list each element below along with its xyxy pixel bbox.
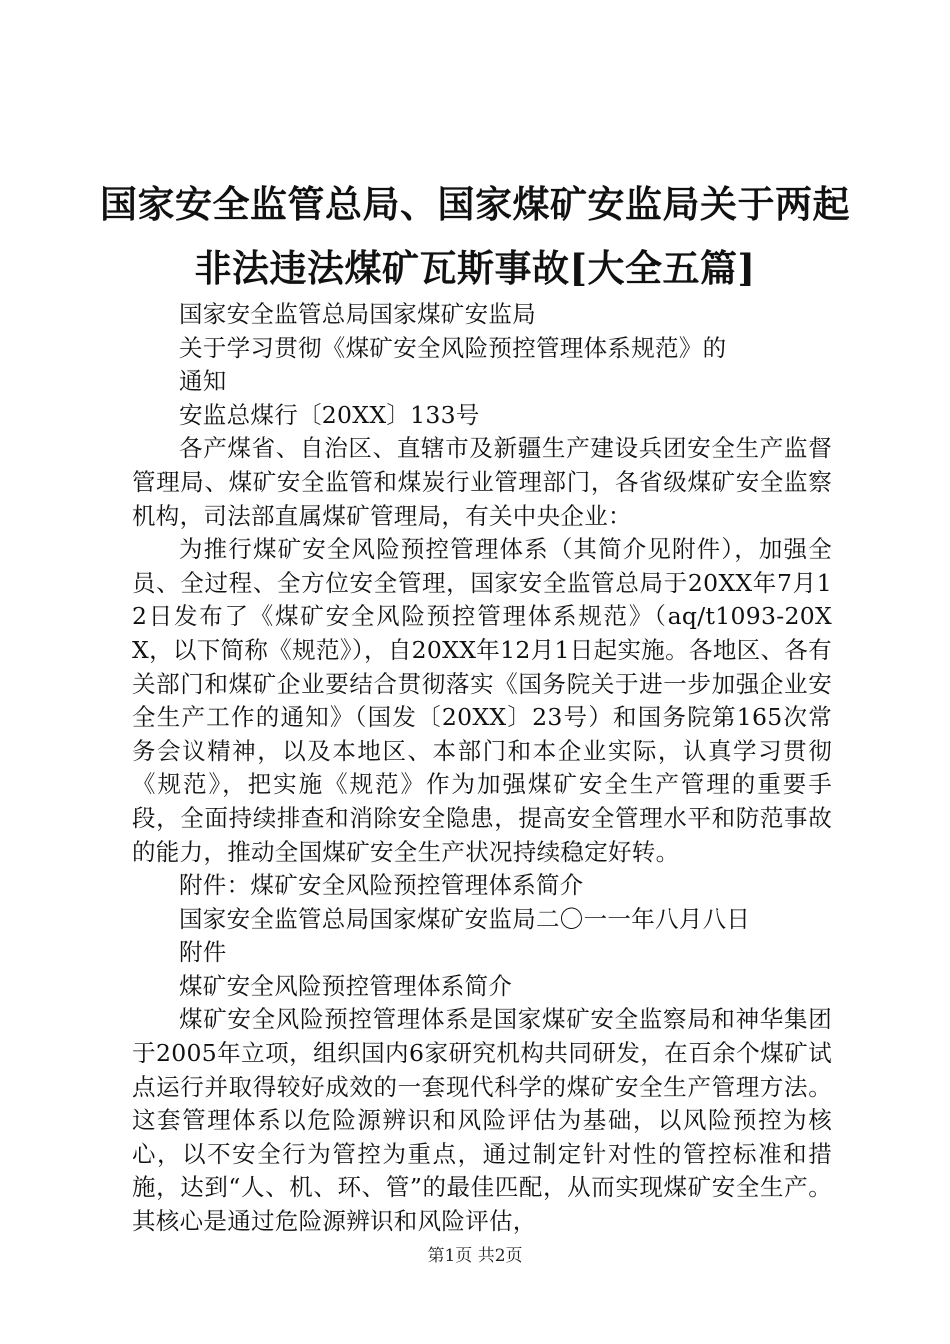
page-footer: 第1页 共2页 [427,1246,523,1266]
signature-date-line: 国家安全监管总局国家煤矿安监局二〇一一年八月八日 [179,904,751,933]
issuer-line: 国家安全监管总局国家煤矿安监局 [179,300,536,328]
attachment-line: 附件：煤矿安全风险预控管理体系简介 [179,871,584,900]
notice-label: 通知 [179,367,227,396]
main-paragraph: 为推行煤矿安全风险预控管理体系（其简介见附件），加强全员、全过程、全方位安全管理，国家安全监管总局于20XX年7月12日发布了《煤矿安全风险预控管理体系规范》（aq/t1093-20XX，以下简称《规范》），自20XX年12月1日起实施。各地区、各有关部门和煤矿企业要结合贯彻落实《国务院关于进一步加强企业安全生产工作的通知》（国发〔20XX〕23号）和国务院第165次常务会议精神，以及本地区、本部门和本企业实际，认真学习贯彻《规范》，把实施《规范》作为加强煤矿安全生产管理的重要手段，全面持续排查和消除安全隐患，提高安全管理水平和防范事故的能力，推动全国煤矿安全生产状况持续稳定好转。 [132,535,833,866]
document-body [132,298,832,1239]
document-number: 安监总煤行〔20XX〕133号 [179,400,480,429]
attachment-title: 煤矿安全风险预控管理体系简介 [179,971,513,1000]
document-title: 国家安全监管总局、国家煤矿安监局关于两起非法违法煤矿瓦斯事故[大全五篇] [100,182,850,290]
attachment-heading: 附件 [179,938,227,967]
recipients-paragraph: 各产煤省、自治区、直辖市及新疆生产建设兵团安全生产监督管理局、煤矿安全监管和煤炭行业管理部门，各省级煤矿安全监察机构，司法部直属煤矿管理局，有关中央企业： [132,434,832,530]
notice-subject-line: 关于学习贯彻《煤矿安全风险预控管理体系规范》的 [179,333,727,362]
attachment-paragraph: 煤矿安全风险预控管理体系是国家煤矿安全监察局和神华集团于2005年立项，组织国内6家研究机构共同研发，在百余个煤矿试点运行并取得较好成效的一套现代科学的煤矿安全生产管理方法。这套管理体系以危险源辨识和风险评估为基础，以风险预控为核心，以不安全行为管控为重点，通过制定针对性的管控标准和措施，达到“人、机、环、管”的最佳匹配，从而实现煤矿安全生产。其核心是通过危险源辨识和风险评估， [132,1005,832,1236]
